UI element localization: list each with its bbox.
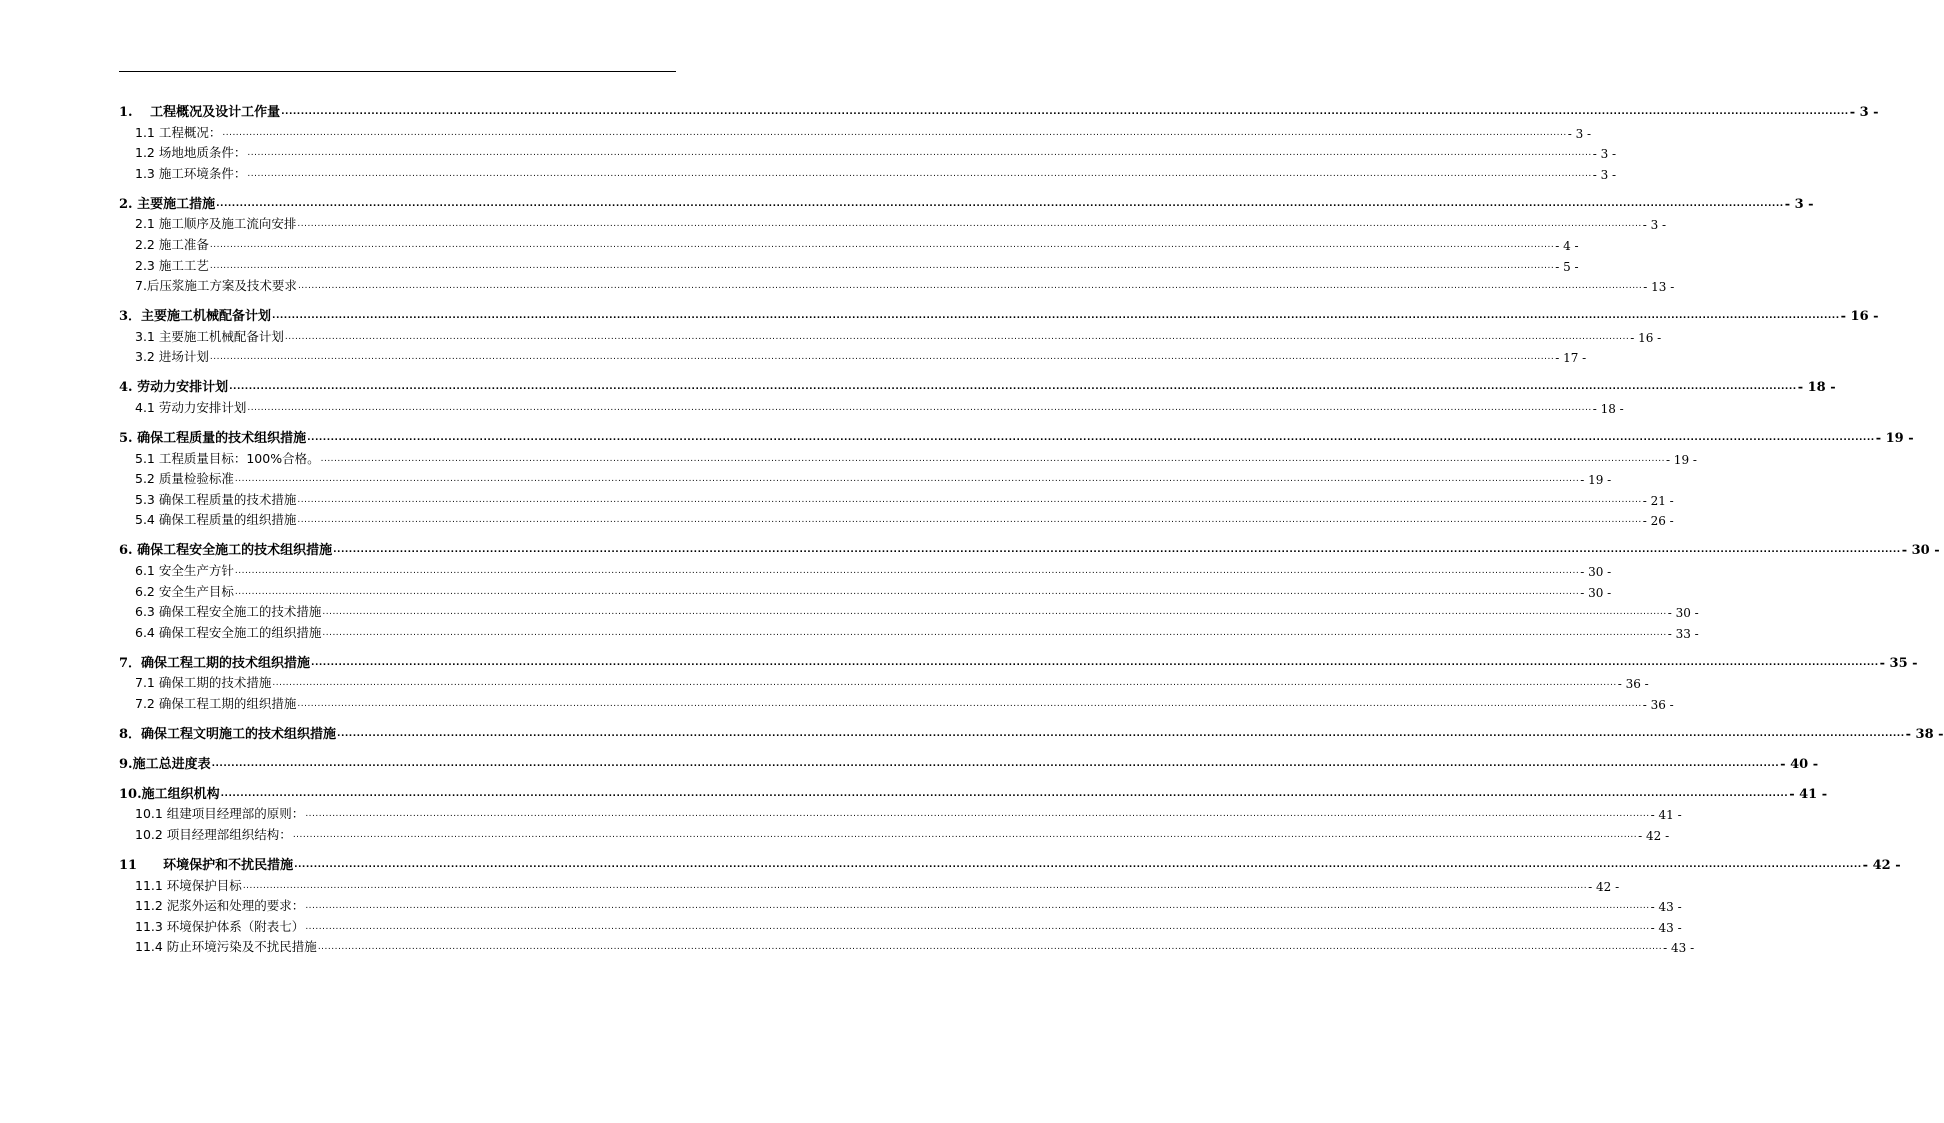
toc-entry-title: 11.2 泥浆外运和处理的要求： <box>135 898 305 914</box>
toc-subsection-entry[interactable] <box>119 345 1587 366</box>
toc-subsection-entry[interactable] <box>119 274 1675 295</box>
toc-entry-title: 2.2 施工准备 <box>135 236 209 252</box>
toc-section-entry[interactable] <box>119 647 1918 671</box>
toc-section-entry[interactable] <box>119 422 1914 446</box>
toc-subsection-entry[interactable] <box>119 161 1617 182</box>
toc-subsection-entry[interactable] <box>119 822 1670 844</box>
toc-section-entry[interactable] <box>119 534 1940 559</box>
toc-entry-title: 6.2 安全生产目标 <box>135 583 234 599</box>
toc-page-number: - 41 - <box>1650 808 1682 823</box>
toc-page-number: - 43 - <box>1663 941 1695 956</box>
toc-page-number: - 13 - <box>1643 280 1675 295</box>
toc-entry-title: 10.施工组织机构 <box>119 786 220 802</box>
toc-page-number: - 40 - <box>1780 756 1819 772</box>
toc-section-entry[interactable] <box>119 849 1901 874</box>
toc-section-entry[interactable] <box>119 748 1819 772</box>
toc-entry-title: 5.4 确保工程质量的组织措施 <box>135 512 297 528</box>
toc-entry-title: 5.2 质量检验标准 <box>135 471 234 487</box>
toc-page-number: - 43 - <box>1650 900 1682 915</box>
toc-entry-title: 2. 主要施工措施 <box>119 196 216 212</box>
toc-leader-dots: ................................................................................................................................................................................................................................................................................................................................................................................................................ <box>311 657 1879 668</box>
toc-leader-dots: ................................................................................................................................................................................................................................................................................................................................................................................................................ <box>317 942 1663 953</box>
toc-leader-dots: ................................................................................................................................................................................................................................................................................................................................................................................................................ <box>234 474 1580 485</box>
header-rule <box>119 71 676 72</box>
toc-entry-title: 6.4 确保工程安全施工的组织措施 <box>135 624 322 640</box>
toc-subsection-entry[interactable] <box>119 914 1682 935</box>
toc-leader-dots: ................................................................................................................................................................................................................................................................................................................................................................................................................ <box>297 281 1643 292</box>
toc-subsection-entry[interactable] <box>119 120 1592 141</box>
toc-leader-dots: ................................................................................................................................................................................................................................................................................................................................................................................................................ <box>281 107 1849 117</box>
toc-entry-title: 11 环境保护和不扰民措施 <box>119 858 294 874</box>
toc-entry-title: 2.3 施工工艺 <box>135 257 209 273</box>
toc-leader-dots: ................................................................................................................................................................................................................................................................................................................................................................................................................ <box>242 880 1588 891</box>
toc-subsection-entry[interactable] <box>119 600 1699 621</box>
toc-subsection-entry[interactable] <box>119 232 1579 253</box>
toc-page-number: - 18 - <box>1797 380 1836 396</box>
toc-page-number: - 3 - <box>1784 196 1814 212</box>
toc-leader-dots: ................................................................................................................................................................................................................................................................................................................................................................................................................ <box>247 168 1592 179</box>
toc-section-entry[interactable] <box>119 300 1879 325</box>
toc-leader-dots: ................................................................................................................................................................................................................................................................................................................................................................................................................ <box>216 198 1784 209</box>
toc-leader-dots: ................................................................................................................................................................................................................................................................................................................................................................................................................ <box>284 331 1630 342</box>
toc-page-number: - 35 - <box>1879 655 1918 671</box>
toc-page-number: - 16 - <box>1630 330 1662 345</box>
toc-entry-title: 5.1 工程质量目标：100%合格。 <box>135 450 320 466</box>
toc-leader-dots: ................................................................................................................................................................................................................................................................................................................................................................................................................ <box>272 311 1840 322</box>
toc-section-entry[interactable] <box>119 188 1814 212</box>
toc-page-number: - 43 - <box>1650 920 1682 935</box>
toc-section-entry[interactable] <box>119 371 1836 396</box>
toc-subsection-entry[interactable] <box>119 558 1612 579</box>
toc-leader-dots: ................................................................................................................................................................................................................................................................................................................................................................................................................ <box>247 148 1592 159</box>
toc-leader-dots: ................................................................................................................................................................................................................................................................................................................................................................................................................ <box>305 921 1650 932</box>
toc-leader-dots: ................................................................................................................................................................................................................................................................................................................................................................................................................ <box>234 565 1580 576</box>
toc-page-number: - 17 - <box>1555 351 1587 366</box>
toc-leader-dots: ................................................................................................................................................................................................................................................................................................................................................................................................................ <box>337 728 1905 739</box>
toc-page-number: - 42 - <box>1588 879 1620 894</box>
toc-section-entry[interactable] <box>119 96 1879 120</box>
toc-page-number: - 3 - <box>1592 167 1617 182</box>
toc-entry-title: 11.3 环境保护体系（附表七） <box>135 918 305 934</box>
toc-entry-title: 6.1 安全生产方针 <box>135 562 234 578</box>
toc-leader-dots: ................................................................................................................................................................................................................................................................................................................................................................................................................ <box>292 830 1638 841</box>
toc-page-number: - 30 - <box>1667 606 1699 621</box>
toc-entry-title: 8．确保工程文明施工的技术组织措施 <box>119 726 337 742</box>
toc-leader-dots: ................................................................................................................................................................................................................................................................................................................................................................................................................ <box>209 260 1555 271</box>
toc-leader-dots: ................................................................................................................................................................................................................................................................................................................................................................................................................ <box>320 453 1665 464</box>
toc-entry-title: 4.1 劳动力安排计划 <box>135 399 247 415</box>
toc-subsection-entry[interactable] <box>119 579 1612 600</box>
toc-page-number: - 19 - <box>1875 430 1914 446</box>
toc-page-number: - 3 - <box>1642 218 1667 233</box>
toc-entry-title: 3.1 主要施工机械配备计划 <box>135 328 284 344</box>
toc-page-number: - 36 - <box>1617 677 1649 692</box>
toc-subsection-entry[interactable] <box>119 802 1682 823</box>
toc-leader-dots: ................................................................................................................................................................................................................................................................................................................................................................................................................ <box>209 352 1555 363</box>
toc-leader-dots: ................................................................................................................................................................................................................................................................................................................................................................................................................ <box>294 860 1862 871</box>
toc-subsection-entry[interactable] <box>119 935 1695 956</box>
toc-leader-dots: ................................................................................................................................................................................................................................................................................................................................................................................................................ <box>272 678 1617 689</box>
toc-page-number: - 21 - <box>1642 493 1674 508</box>
toc-leader-dots: ................................................................................................................................................................................................................................................................................................................................................................................................................ <box>247 402 1592 413</box>
toc-section-entry[interactable] <box>119 778 1828 802</box>
toc-page-number: - 42 - <box>1638 829 1670 844</box>
toc-entry-title: 1.1 工程概况： <box>135 124 222 140</box>
toc-leader-dots: ................................................................................................................................................................................................................................................................................................................................................................................................................ <box>305 901 1650 912</box>
toc-entry-title: 6.3 确保工程安全施工的技术措施 <box>135 604 322 620</box>
toc-page-number: - 16 - <box>1840 309 1879 325</box>
toc-leader-dots: ................................................................................................................................................................................................................................................................................................................................................................................................................ <box>220 788 1789 799</box>
toc-subsection-entry[interactable] <box>119 324 1662 345</box>
toc-page-number: - 5 - <box>1555 259 1579 274</box>
toc-page-number: - 19 - <box>1665 452 1697 467</box>
toc-entry-title: 5. 确保工程质量的技术组织措施 <box>119 430 307 446</box>
toc-leader-dots: ................................................................................................................................................................................................................................................................................................................................................................................................................ <box>307 432 1875 443</box>
toc-entry-title: 10.1 组建项目经理部的原则： <box>135 806 305 822</box>
toc-subsection-entry[interactable] <box>119 446 1697 467</box>
toc-subsection-entry[interactable] <box>119 691 1674 712</box>
toc-leader-dots: ................................................................................................................................................................................................................................................................................................................................................................................................................ <box>297 698 1642 709</box>
toc-section-entry[interactable] <box>119 718 1944 742</box>
toc-subsection-entry[interactable] <box>119 894 1682 915</box>
toc-page-number: - 18 - <box>1592 401 1624 416</box>
toc-page-number: - 41 - <box>1789 786 1828 802</box>
toc-page-number: - 19 - <box>1580 473 1612 488</box>
toc-page-number: - 3 - <box>1849 105 1879 120</box>
toc-page-number: - 3 - <box>1567 126 1592 141</box>
toc-entry-title: 3.2 进场计划 <box>135 349 209 365</box>
toc-subsection-entry[interactable] <box>119 253 1579 274</box>
toc-subsection-entry[interactable] <box>119 467 1612 488</box>
toc-subsection-entry[interactable] <box>119 873 1620 894</box>
toc-page-number: - 26 - <box>1642 514 1674 529</box>
toc-entry-title: 2.1 施工顺序及施工流向安排 <box>135 216 297 232</box>
toc-subsection-entry[interactable] <box>119 671 1649 692</box>
toc-entry-title: 11.1 环境保护目标 <box>135 877 242 893</box>
toc-leader-dots: ................................................................................................................................................................................................................................................................................................................................................................................................................ <box>222 127 1567 138</box>
toc-subsection-entry[interactable] <box>119 395 1624 416</box>
toc-entry-title: 1. 工程概况及设计工作量 <box>119 105 281 120</box>
toc-page-number: - 30 - <box>1580 585 1612 600</box>
toc-leader-dots: ................................................................................................................................................................................................................................................................................................................................................................................................................ <box>234 586 1580 597</box>
toc-page-number: - 4 - <box>1555 238 1579 253</box>
toc-entry-title: 1.3 施工环境条件： <box>135 165 247 181</box>
toc-leader-dots: ................................................................................................................................................................................................................................................................................................................................................................................................................ <box>322 607 1667 618</box>
toc-page-number: - 30 - <box>1901 543 1940 559</box>
toc-leader-dots: ................................................................................................................................................................................................................................................................................................................................................................................................................ <box>322 627 1667 638</box>
toc-entry-title: 4. 劳动力安排计划 <box>119 380 229 396</box>
toc-leader-dots: ................................................................................................................................................................................................................................................................................................................................................................................................................ <box>333 545 1901 556</box>
toc-leader-dots: ................................................................................................................................................................................................................................................................................................................................................................................................................ <box>209 239 1555 250</box>
toc-leader-dots: ................................................................................................................................................................................................................................................................................................................................................................................................................ <box>297 494 1642 505</box>
toc-subsection-entry[interactable] <box>119 141 1617 162</box>
toc-page-number: - 30 - <box>1580 564 1612 579</box>
toc-leader-dots: ................................................................................................................................................................................................................................................................................................................................................................................................................ <box>297 219 1642 230</box>
toc-entry-title: 7.后压浆施工方案及技术要求 <box>135 278 297 294</box>
table-of-contents <box>119 90 1944 956</box>
toc-entry-title: 5.3 确保工程质量的技术措施 <box>135 491 297 507</box>
toc-subsection-entry[interactable] <box>119 212 1667 233</box>
toc-subsection-entry[interactable] <box>119 620 1699 641</box>
toc-page-number: - 42 - <box>1862 858 1901 874</box>
toc-page-number: - 38 - <box>1905 726 1944 742</box>
toc-page-number: - 36 - <box>1642 697 1674 712</box>
toc-entry-title: 9.施工总进度表 <box>119 756 211 772</box>
toc-entry-title: 7.2 确保工程工期的组织措施 <box>135 695 297 711</box>
toc-entry-title: 7.1 确保工期的技术措施 <box>135 675 272 691</box>
toc-entry-title: 6. 确保工程安全施工的技术组织措施 <box>119 543 333 559</box>
toc-leader-dots: ................................................................................................................................................................................................................................................................................................................................................................................................................ <box>211 758 1780 769</box>
toc-page-number: - 3 - <box>1592 147 1617 162</box>
toc-leader-dots: ................................................................................................................................................................................................................................................................................................................................................................................................................ <box>297 515 1642 526</box>
toc-entry-title: 10.2 项目经理部组织结构： <box>135 827 292 843</box>
toc-leader-dots: ................................................................................................................................................................................................................................................................................................................................................................................................................ <box>305 809 1650 820</box>
toc-page-number: - 33 - <box>1667 626 1699 641</box>
toc-entry-title: 11.4 防止环境污染及不扰民措施 <box>135 939 317 955</box>
toc-subsection-entry[interactable] <box>119 487 1674 508</box>
toc-entry-title: 3．主要施工机械配备计划 <box>119 309 272 325</box>
toc-entry-title: 7．确保工程工期的技术组织措施 <box>119 655 311 671</box>
toc-subsection-entry[interactable] <box>119 508 1674 529</box>
toc-leader-dots: ................................................................................................................................................................................................................................................................................................................................................................................................................ <box>229 382 1797 393</box>
toc-entry-title: 1.2 场地地质条件： <box>135 145 247 161</box>
